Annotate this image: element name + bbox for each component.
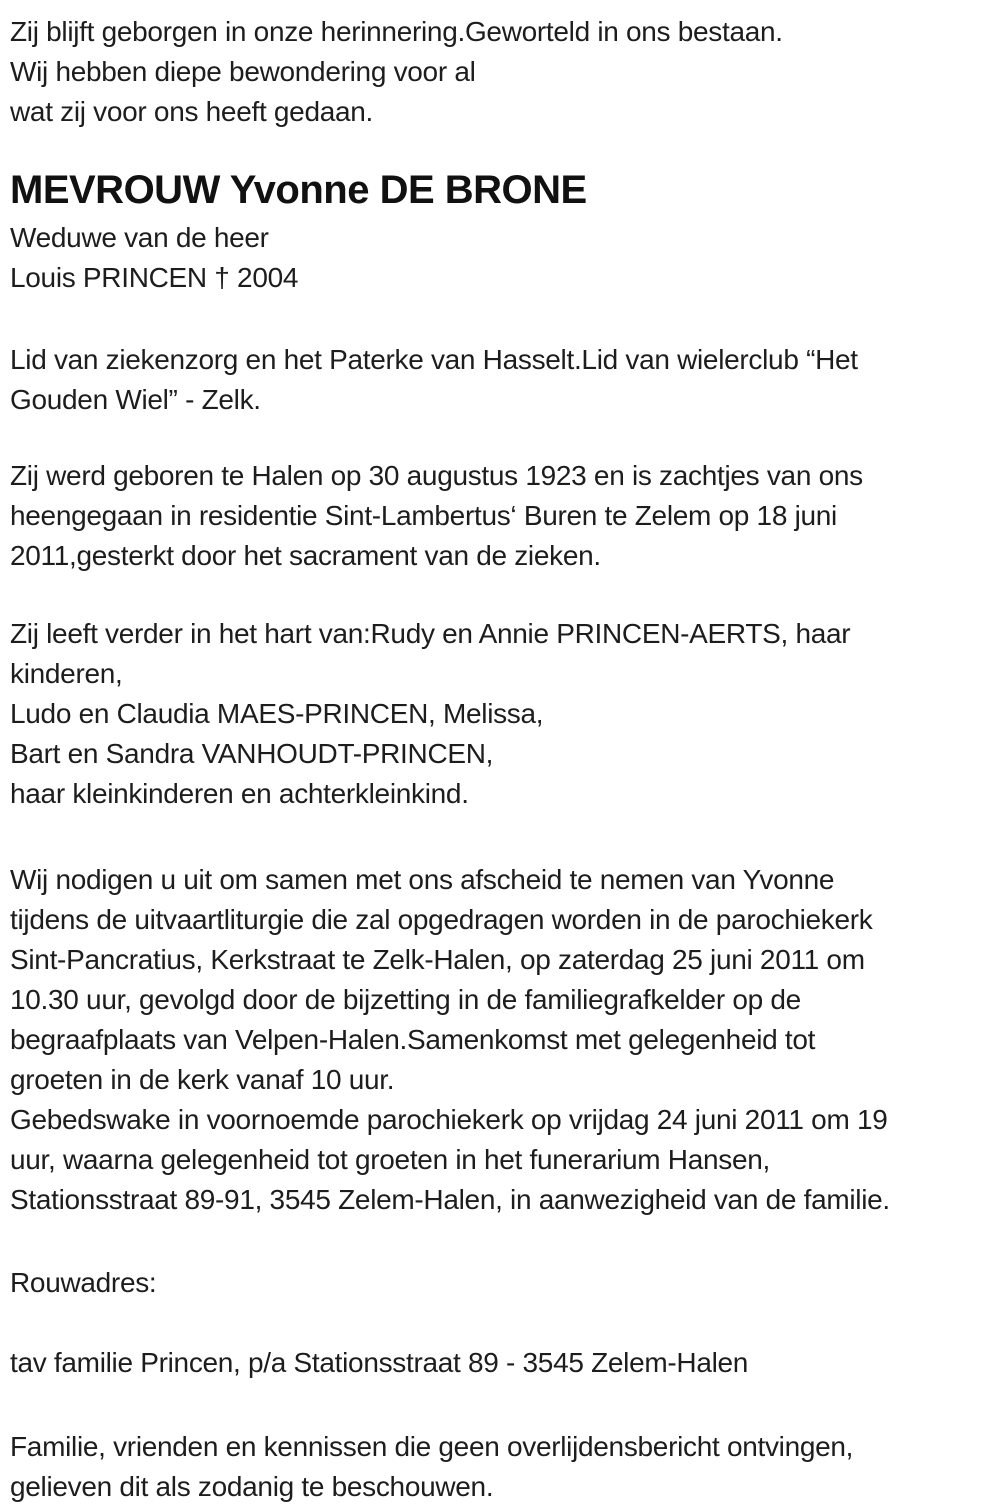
intro-verse: Zij blijft geborgen in onze herinnering.Geworteld in ons bestaan. Wij hebben diepe bewondering voor al wat zij voor ons heeft gedaan. — [10, 16, 783, 127]
birth-death-paragraph: Zij werd geboren te Halen op 30 augustus 1923 en is zachtjes van ons heengegaan in residentie Sint-Lambertus‘ Buren te Zelem op 18 juni 2011,gesterkt door het sacrament van de zieken. — [10, 460, 863, 571]
widow-relation: Weduwe van de heer Louis PRINCEN † 2004 — [10, 222, 299, 293]
surviving-family-paragraph: Zij leeft verder in het hart van:Rudy en Annie PRINCEN-AERTS, haar kinderen, Ludo en Claudia MAES-PRINCEN, Melissa, Bart en Sandra VANHOUDT-PRINCEN, haar kleinkinderen en achterkleinkind. — [10, 618, 851, 809]
closing-note: Familie, vrienden en kennissen die geen overlijdensbericht ontvingen, gelieven dit als zodanig te beschouwen. — [10, 1431, 854, 1502]
mourning-address-label: Rouwadres: — [10, 1267, 157, 1298]
deceased-name-title: MEVROUW Yvonne DE BRONE — [10, 168, 587, 212]
memberships-paragraph: Lid van ziekenzorg en het Paterke van Hasselt.Lid van wielerclub “Het Gouden Wiel” - Zelk. — [10, 344, 858, 415]
funeral-service-paragraph: Wij nodigen u uit om samen met ons afscheid te nemen van Yvonne tijdens de uitvaartliturgie die zal opgedragen worden in de parochiekerk Sint-Pancratius, Kerkstraat te Zelk-Halen, op zaterdag 25 juni 2011 om 10.30 uur, gevolgd door de bijzetting in de familiegrafkelder op de begraafplaats van Velpen-Halen.Samenkomst met gelegenheid tot groeten in de kerk vanaf 10 uur. Gebedswake in voornoemde parochiekerk op vrijdag 24 juni 2011 om 19 uur, waarna gelegenheid tot groeten in het funerarium Hansen, Stationsstraat 89-91, 3545 Zelem-Halen, in aanwezigheid van de familie. — [10, 864, 890, 1215]
mourning-address: tav familie Princen, p/a Stationsstraat 89 - 3545 Zelem-Halen — [10, 1347, 749, 1378]
